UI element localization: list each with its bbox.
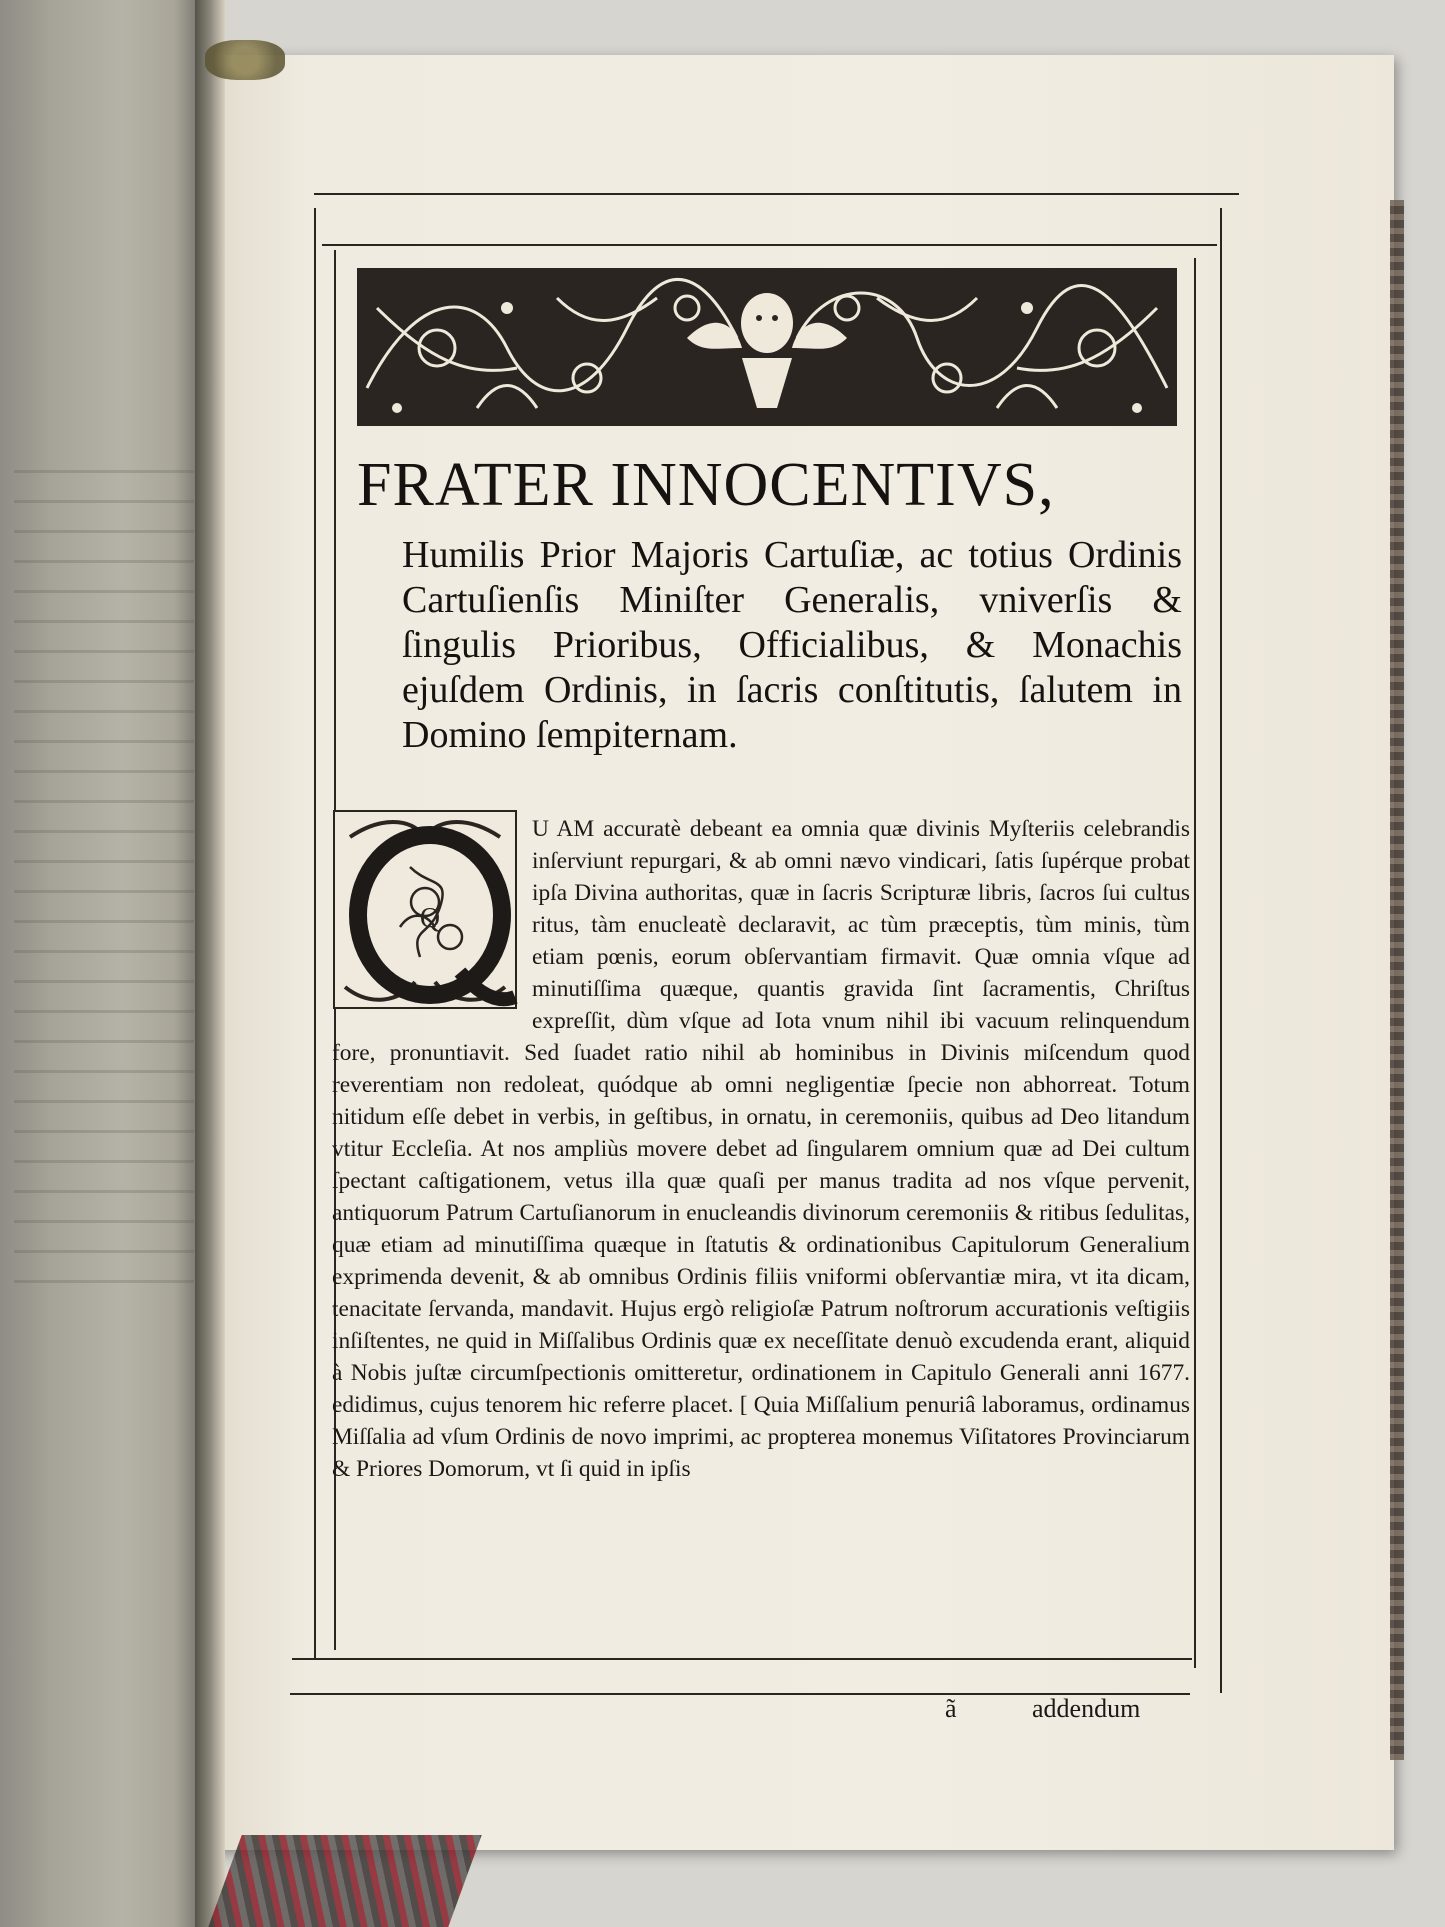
- ribbon-bookmarks: [208, 1835, 481, 1927]
- top-rule-outer: [314, 193, 1239, 195]
- body-text: accuratè debeant ea omnia quæ divinis Myſteriis celebrandis inſerviunt repurgari, & ab omni nævo vindicari, ſatis ſupérque probat ipſa Divina authoritas, quæ in ſacris Scripturæ libris, ſacros ſui cultus ritus, tàm enucleatè declaravit, ac tùm præceptis, tùm minis, tùm etiam pœnis, eorum obſervantiam firmavit. Quæ omnia vſque ad minutiſſima quæque, quantis gravida ſint ſacramentis, Chriſtus expreſſit, dùm vſque ad Iota vnum nihil ibi vacuum relinquendum fore, pronuntiavit. Sed ſuadet ratio nihil ab hominibus in Divinis miſcendum quod reverentiam non redoleat, quódque ab omni negligentiæ ſpecie non abhorreat. Totum nitidum eſſe debet in verbis, in geſtibus, in ornatu, in ceremoniis, quibus ad Deo litandum vtitur Eccleſia. At nos ampliùs movere debet ad ſingularem omnium quæ ad Dei cultum ſpectant caſtigationem, vetus illa quæ quaſi per manus tradita ad nos vſque pervenit, antiquorum Patrum Cartuſianorum in enucleandis divinorum ceremoniis & ritibus ſedulitas, quæ etiam ad minutiſſima quæque in ſtatutis & ordinationibus Capitulorum Generalium exprimenda devenit, & ab omnibus Ordinis filiis vniformi obſervantiæ mira, vt ita dicam, tenacitate ſervanda, mandavit. Hujus ergò religioſæ Patrum noſtrorum accurationis veſtigiis inſiſtentes, ne quid in Miſſalibus Ordinis quæ ex neceſſitate denuò excudenda erant, aliquid à Nobis juſtæ circumſpectionis omitteretur, ordinationem in Capitulo Generali anni 1677. edidimus, cujus tenorem hic referre placet. [ Quia Miſſalium penuriâ laboramus, ordinamus Miſſalia ad vſum Ordinis de novo imprimi, ac propterea monemus Viſitatores Provinciarum & Priores Domorum, vt ſi quid in ipſis: [332, 816, 1190, 1482]
- book-gutter: [195, 0, 225, 1927]
- printed-sheet: [302, 188, 1232, 1723]
- ornamental-initial-q: [330, 807, 520, 1012]
- bottom-rule-inner: [292, 1658, 1192, 1660]
- right-rule-outer: [1220, 208, 1222, 1693]
- signature-mark: ã: [945, 1694, 957, 1723]
- page-footer: [302, 1694, 1232, 1728]
- left-page: [0, 0, 205, 1927]
- opening-words: U AM: [532, 816, 595, 842]
- top-rule-inner: [322, 244, 1217, 246]
- left-rule-outer: [314, 208, 316, 1658]
- page-title: FRATER INNOCENTIVS,: [357, 451, 1055, 519]
- right-rule-inner: [1194, 258, 1196, 1668]
- page-edge: [1390, 200, 1404, 1760]
- headband: [205, 40, 285, 80]
- initial-letter: Q: [419, 903, 441, 934]
- foliage-headpiece: [357, 268, 1177, 426]
- salutation-address: Humilis Prior Majoris Cartuſiæ, ac totius Ordinis Cartuſienſis Miniſter Generalis, vniverſis & ſingulis Prioribus, Officialibus, & Monachis ejuſdem Ordinis, in ſacris conſtitutis, ſalutem in Domino ſempiternam.: [402, 534, 1182, 756]
- letter-body: [332, 813, 1190, 1485]
- catchword: addendum: [1032, 1694, 1141, 1723]
